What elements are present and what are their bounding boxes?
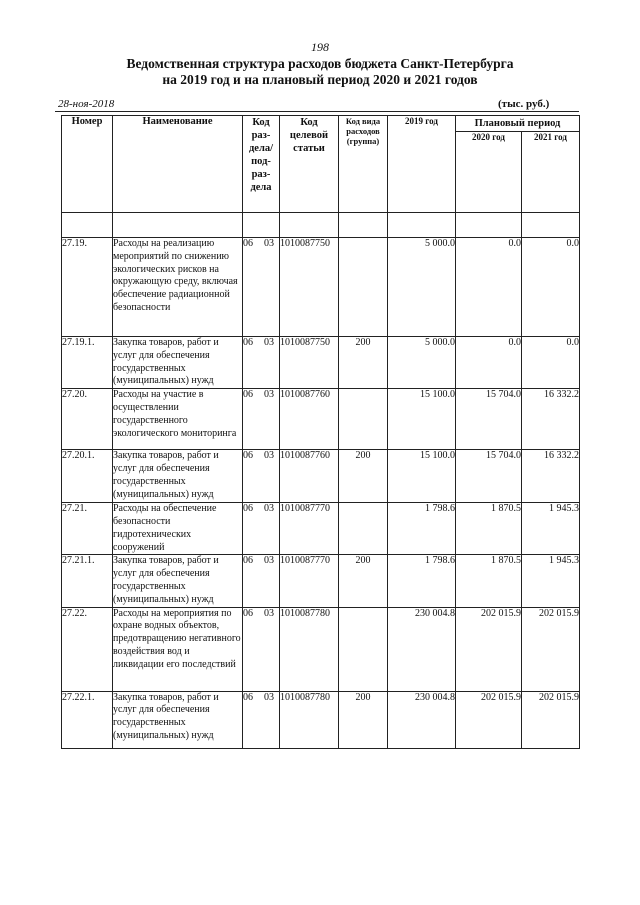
row-amount-2020: 0.0 <box>456 337 522 389</box>
section-code: 06 <box>243 238 253 249</box>
budget-table <box>61 115 580 749</box>
row-name: Расходы на обеспечение безопасности гидротехнических сооружений <box>113 503 243 555</box>
header-kind-code: Код вида расходов (группа) <box>339 116 388 213</box>
row-target-code: 1010087760 <box>280 389 339 450</box>
row-amount-2019: 15 100.0 <box>388 450 456 503</box>
table-row <box>62 607 580 691</box>
units-label: (тыс. руб.) <box>498 98 550 110</box>
row-target-code: 1010087750 <box>280 238 339 337</box>
subsection-code: 03 <box>264 238 274 249</box>
title-line-2: на 2019 год и на плановый период 2020 и 2021 годов <box>162 72 478 87</box>
subsection-code: 03 <box>264 555 274 567</box>
row-section <box>243 503 280 555</box>
row-kind-code: 200 <box>339 555 388 607</box>
row-number: 27.19. <box>62 238 113 337</box>
row-amount-2021: 202 015.9 <box>522 691 580 748</box>
header-target-code: Код целевой статьи <box>280 116 339 213</box>
row-section <box>243 555 280 607</box>
row-name: Расходы на участие в осуществлении государственного экологического мониторинга <box>113 389 243 450</box>
row-amount-2021: 0.0 <box>522 238 580 337</box>
row-amount-2020: 1 870.5 <box>456 503 522 555</box>
row-amount-2021: 1 945.3 <box>522 555 580 607</box>
subsection-code: 03 <box>264 389 274 401</box>
table-row <box>62 503 580 555</box>
row-section <box>243 337 280 389</box>
row-number: 27.21.1. <box>62 555 113 607</box>
row-section <box>243 389 280 450</box>
row-name: Расходы на реализацию мероприятий по снижению экологических рисков на окружающую среду, включая обеспечение радиационной безопасности <box>113 238 243 337</box>
row-number: 27.19.1. <box>62 337 113 389</box>
table-row <box>62 389 580 450</box>
table-row <box>62 450 580 503</box>
row-name: Расходы на мероприятия по охране водных объектов, предотвращению негативного воздействия вод и ликвидации его последствий <box>113 607 243 691</box>
header-name: Наименование <box>113 116 243 213</box>
table-row <box>62 238 580 337</box>
section-code: 06 <box>243 555 253 567</box>
row-name: Закупка товаров, работ и услуг для обеспечения государственных (муниципальных) нужд <box>113 337 243 389</box>
row-kind-code: 200 <box>339 691 388 748</box>
row-number: 27.22.1. <box>62 691 113 748</box>
header-row-1 <box>62 116 580 132</box>
section-code: 06 <box>243 691 253 703</box>
header-rule <box>55 111 579 112</box>
row-target-code: 1010087750 <box>280 337 339 389</box>
document-date: 28-ноя-2018 <box>58 98 115 110</box>
row-kind-code <box>339 238 388 337</box>
row-number: 27.21. <box>62 503 113 555</box>
header-year-2020: 2020 год <box>456 132 522 213</box>
header-year-2019: 2019 год <box>388 116 456 213</box>
row-target-code: 1010087770 <box>280 555 339 607</box>
row-name: Закупка товаров, работ и услуг для обеспечения государственных (муниципальных) нужд <box>113 555 243 607</box>
row-amount-2021: 202 015.9 <box>522 607 580 691</box>
subsection-code: 03 <box>264 450 274 462</box>
section-code: 06 <box>243 607 253 619</box>
table-row <box>62 691 580 748</box>
section-code: 06 <box>243 450 253 462</box>
row-amount-2019: 15 100.0 <box>388 389 456 450</box>
row-kind-code <box>339 503 388 555</box>
subsection-code: 03 <box>264 607 274 619</box>
section-code: 06 <box>243 503 253 515</box>
subsection-code: 03 <box>264 337 274 348</box>
row-section <box>243 691 280 748</box>
row-amount-2021: 1 945.3 <box>522 503 580 555</box>
header-planned-period: Плановый период <box>456 116 580 132</box>
row-kind-code <box>339 607 388 691</box>
row-section <box>243 450 280 503</box>
row-amount-2020: 202 015.9 <box>456 607 522 691</box>
subsection-code: 03 <box>264 691 274 703</box>
row-amount-2019: 5 000.0 <box>388 238 456 337</box>
row-kind-code: 200 <box>339 337 388 389</box>
row-amount-2020: 0.0 <box>456 238 522 337</box>
row-amount-2020: 15 704.0 <box>456 450 522 503</box>
row-amount-2019: 1 798.6 <box>388 555 456 607</box>
row-kind-code: 200 <box>339 450 388 503</box>
section-code: 06 <box>243 337 253 348</box>
row-name: Закупка товаров, работ и услуг для обеспечения государственных (муниципальных) нужд <box>113 450 243 503</box>
document-title <box>80 56 560 88</box>
page-number: 198 <box>311 40 329 54</box>
header-spacer-row <box>62 213 580 238</box>
row-amount-2020: 1 870.5 <box>456 555 522 607</box>
row-target-code: 1010087760 <box>280 450 339 503</box>
row-amount-2019: 1 798.6 <box>388 503 456 555</box>
subsection-code: 03 <box>264 503 274 515</box>
row-number: 27.20. <box>62 389 113 450</box>
title-line-1: Ведомственная структура расходов бюджета Санкт-Петербурга <box>126 56 514 71</box>
row-amount-2020: 202 015.9 <box>456 691 522 748</box>
row-amount-2020: 15 704.0 <box>456 389 522 450</box>
header-number: Номер <box>62 116 113 213</box>
header-section-code: Код раз- дела/ под- раз- дела <box>243 116 280 213</box>
row-section <box>243 238 280 337</box>
row-section <box>243 607 280 691</box>
row-number: 27.20.1. <box>62 450 113 503</box>
row-target-code: 1010087770 <box>280 503 339 555</box>
table-row <box>62 555 580 607</box>
row-amount-2019: 230 004.8 <box>388 607 456 691</box>
row-target-code: 1010087780 <box>280 607 339 691</box>
section-code: 06 <box>243 389 253 401</box>
header-year-2021: 2021 год <box>522 132 580 213</box>
row-number: 27.22. <box>62 607 113 691</box>
row-amount-2021: 16 332.2 <box>522 389 580 450</box>
row-name: Закупка товаров, работ и услуг для обеспечения государственных (муниципальных) нужд <box>113 691 243 748</box>
row-amount-2021: 0.0 <box>522 337 580 389</box>
row-amount-2021: 16 332.2 <box>522 450 580 503</box>
row-amount-2019: 5 000.0 <box>388 337 456 389</box>
row-amount-2019: 230 004.8 <box>388 691 456 748</box>
table-row <box>62 337 580 389</box>
row-target-code: 1010087780 <box>280 691 339 748</box>
row-kind-code <box>339 389 388 450</box>
